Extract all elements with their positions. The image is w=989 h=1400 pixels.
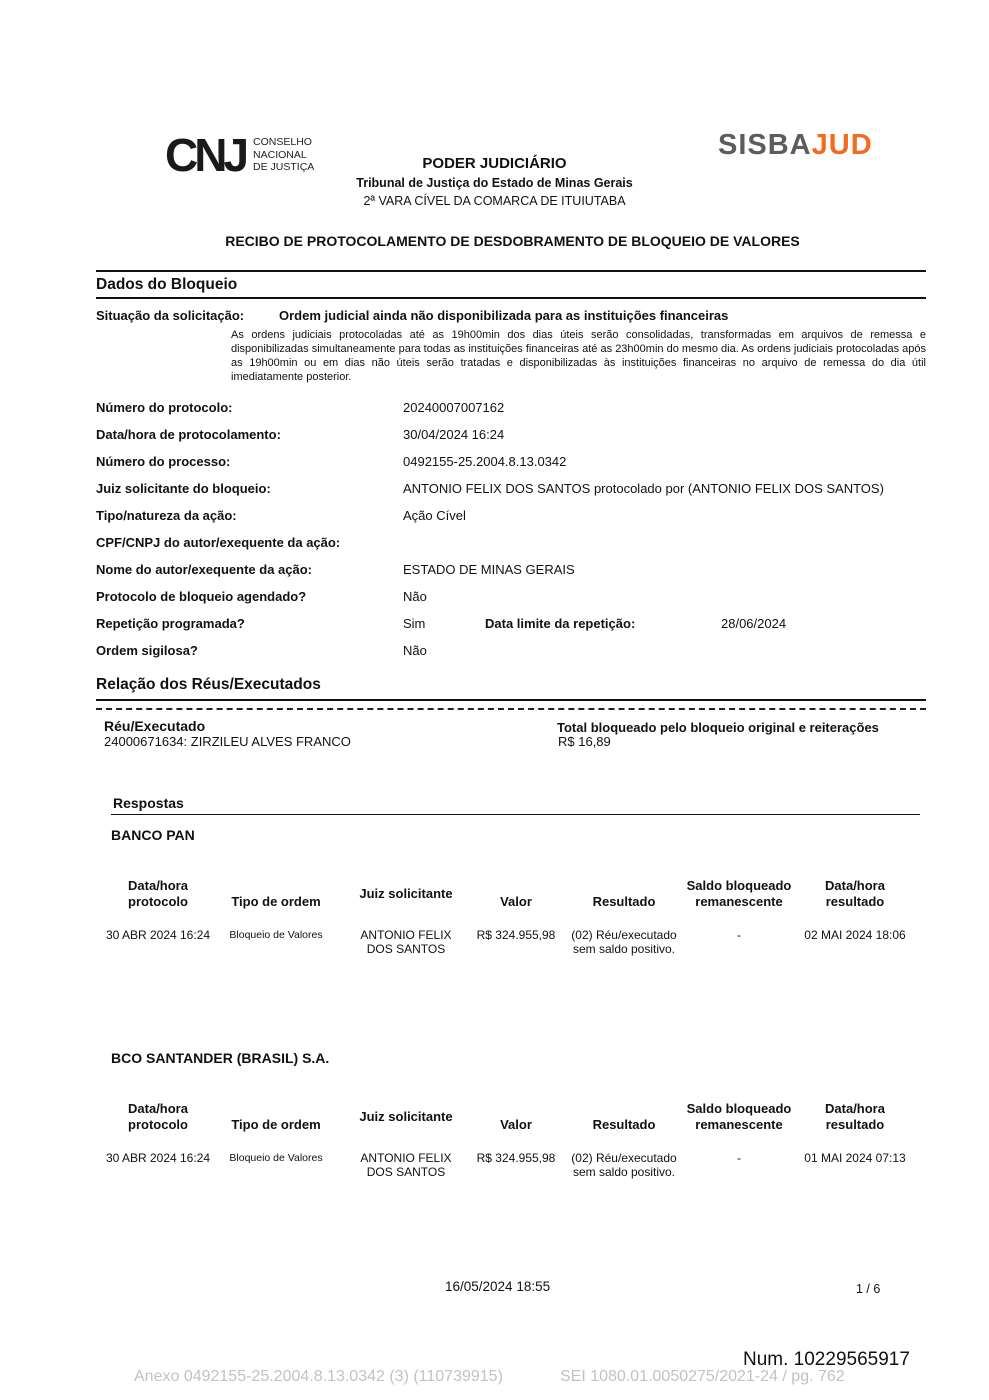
- cell-resultado: (02) Réu/executado sem saldo positivo.: [571, 928, 677, 956]
- column-header: Juiz solicitante: [359, 886, 453, 901]
- cell-valor: R$ 324.955,98: [476, 1151, 556, 1165]
- cell-data-protocolo: 30 ABR 2024 16:24: [105, 1151, 211, 1165]
- cell-data-resultado: 01 MAI 2024 07:13: [804, 1151, 906, 1165]
- cell-data-resultado: 02 MAI 2024 18:06: [804, 928, 906, 942]
- footer-datetime: 16/05/2024 18:55: [445, 1279, 551, 1294]
- field-label: Tipo/natureza da ação:: [96, 508, 237, 523]
- field-value: Não: [403, 643, 427, 658]
- total-value: R$ 16,89: [558, 734, 611, 749]
- cnj-logo-text: CONSELHO NACIONAL DE JUSTIÇA: [253, 136, 315, 174]
- cell-saldo: -: [737, 928, 741, 942]
- annex-stamp-right: SEI 1080.01.0050275/2021-24 / pg. 762: [560, 1368, 845, 1385]
- column-header: Data/hora protocolo: [128, 1101, 188, 1132]
- field-value: Ação Cível: [403, 508, 466, 523]
- column-header: Tipo de ordem: [231, 894, 321, 909]
- field-value: Não: [403, 589, 427, 604]
- field-value: 30/04/2024 16:24: [403, 427, 505, 442]
- section-title-reus: Relação dos Réus/Executados: [96, 676, 321, 693]
- cell-juiz: ANTONIO FELIX DOS SANTOS: [360, 928, 452, 956]
- column-header: Tipo de ordem: [231, 1117, 321, 1132]
- situacao-label: Situação da solicitação:: [96, 308, 245, 323]
- column-header: Resultado: [592, 894, 656, 909]
- column-header: Resultado: [592, 1117, 656, 1132]
- header-poder: PODER JUDICIÁRIO: [422, 155, 567, 172]
- field-label: Data/hora de protocolamento:: [96, 427, 281, 442]
- document-number: Num. 10229565917: [743, 1349, 910, 1370]
- section-divider: [96, 270, 926, 272]
- bank-name: BCO SANTANDER (BRASIL) S.A.: [111, 1050, 330, 1066]
- field-value: Sim: [403, 616, 426, 631]
- column-header: Saldo bloqueado remanescente: [686, 878, 792, 909]
- dashed-divider: [96, 708, 926, 710]
- field-label: Número do protocolo:: [96, 400, 233, 415]
- cnj-logo-mark: CNJ: [165, 129, 246, 181]
- cell-tipo: Bloqueio de Valores: [229, 929, 323, 941]
- cell-saldo: -: [737, 1151, 741, 1165]
- field-label: Repetição programada?: [96, 616, 245, 631]
- respostas-title: Respostas: [113, 795, 184, 811]
- column-header: Data/hora resultado: [825, 1101, 885, 1132]
- cell-juiz: ANTONIO FELIX DOS SANTOS: [360, 1151, 452, 1179]
- reu-value: 24000671634: ZIRZILEU ALVES FRANCO: [104, 734, 351, 749]
- field-label: Protocolo de bloqueio agendado?: [96, 589, 307, 604]
- column-header: Saldo bloqueado remanescente: [686, 1101, 792, 1132]
- column-header: Data/hora resultado: [825, 878, 885, 909]
- document-title: RECIBO DE PROTOCOLAMENTO DE DESDOBRAMENTO DE BLOQUEIO DE VALORES: [225, 233, 800, 249]
- section-divider: [96, 297, 926, 299]
- field-label: CPF/CNPJ do autor/exequente da ação:: [96, 535, 341, 550]
- cell-data-protocolo: 30 ABR 2024 16:24: [105, 928, 211, 942]
- situacao-note: As ordens judiciais protocoladas até as 19h00min dos dias úteis serão consolidadas, transformadas em arquivos de remessa e disponibilizadas simultaneamente para todas as instituições financeiras até as 23h00min do mesmo dia. As ordens judiciais protocoladas após as 19h00min ou em dias não úteis serão tratadas e disponibilizadas às instituições financeiras no arquivo de remessa do dia útil imediatamente posterior.: [231, 329, 926, 383]
- header-tribunal: Tribunal de Justiça do Estado de Minas Gerais: [356, 176, 633, 190]
- cell-resultado: (02) Réu/executado sem saldo positivo.: [571, 1151, 677, 1179]
- field-value: 0492155-25.2004.8.13.0342: [403, 454, 567, 469]
- bank-name: BANCO PAN: [111, 827, 195, 843]
- column-header: Data/hora protocolo: [128, 878, 188, 909]
- field-label: Ordem sigilosa?: [96, 643, 198, 658]
- column-header: Valor: [500, 1117, 532, 1132]
- section-divider: [96, 699, 926, 701]
- field-label: Número do processo:: [96, 454, 231, 469]
- annex-stamp-left: Anexo 0492155-25.2004.8.13.0342 (3) (110739915): [134, 1368, 503, 1385]
- cell-tipo: Bloqueio de Valores: [229, 1152, 323, 1164]
- field-label: Juiz solicitante do bloqueio:: [96, 481, 271, 496]
- page-number: 1 / 6: [856, 1282, 881, 1296]
- header-vara: 2ª VARA CÍVEL DA COMARCA DE ITUIUTABA: [363, 194, 626, 208]
- field-value: 20240007007162: [403, 400, 505, 415]
- total-label: Total bloqueado pelo bloqueio original e reiterações: [557, 720, 879, 735]
- cell-valor: R$ 324.955,98: [476, 928, 556, 942]
- reu-label: Réu/Executado: [104, 718, 206, 734]
- data-limite-label: Data limite da repetição:: [485, 616, 636, 631]
- field-label: Nome do autor/exequente da ação:: [96, 562, 312, 577]
- column-header: Juiz solicitante: [359, 1109, 453, 1124]
- situacao-value: Ordem judicial ainda não disponibilizada para as instituições financeiras: [279, 308, 729, 323]
- sisbajud-logo: SISBAJUD: [718, 129, 873, 161]
- field-value: ESTADO DE MINAS GERAIS: [403, 562, 575, 577]
- section-title-dados: Dados do Bloqueio: [96, 276, 238, 293]
- respostas-divider: [111, 814, 920, 815]
- column-header: Valor: [500, 894, 532, 909]
- field-value: ANTONIO FELIX DOS SANTOS protocolado por (ANTONIO FELIX DOS SANTOS): [403, 481, 884, 496]
- data-limite-value: 28/06/2024: [721, 616, 787, 631]
